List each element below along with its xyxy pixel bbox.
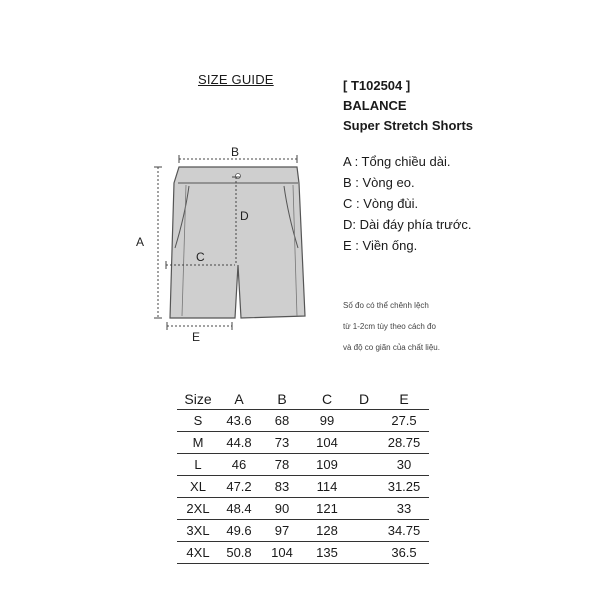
table-cell: 3XL bbox=[177, 520, 219, 542]
column-header: C bbox=[305, 389, 349, 410]
table-cell: 33 bbox=[379, 498, 429, 520]
table-cell: 135 bbox=[305, 542, 349, 564]
table-cell: S bbox=[177, 410, 219, 432]
note-line: từ 1-2cm tùy theo cách đo bbox=[343, 322, 436, 331]
product-code: [ T102504 ] bbox=[343, 78, 411, 93]
table-cell: 121 bbox=[305, 498, 349, 520]
table-cell bbox=[349, 542, 379, 564]
table-cell bbox=[349, 520, 379, 542]
table-row bbox=[177, 454, 429, 476]
table-cell: XL bbox=[177, 476, 219, 498]
table-cell bbox=[349, 454, 379, 476]
table-cell: 44.8 bbox=[219, 432, 259, 454]
table-cell: 34.75 bbox=[379, 520, 429, 542]
table-cell: 114 bbox=[305, 476, 349, 498]
column-header: D bbox=[349, 389, 379, 410]
table-cell: 2XL bbox=[177, 498, 219, 520]
table-cell bbox=[349, 498, 379, 520]
table-row bbox=[177, 476, 429, 498]
table-cell bbox=[349, 476, 379, 498]
table-cell: 128 bbox=[305, 520, 349, 542]
table-row bbox=[177, 520, 429, 542]
page-title: SIZE GUIDE bbox=[198, 72, 274, 87]
table-cell: 83 bbox=[259, 476, 305, 498]
column-header: Size bbox=[177, 389, 219, 410]
legend-item-c: C : Vòng đùi. bbox=[343, 196, 419, 211]
size-table bbox=[177, 389, 429, 564]
table-cell: 50.8 bbox=[219, 542, 259, 564]
label-a: A bbox=[136, 235, 145, 249]
table-cell: M bbox=[177, 432, 219, 454]
legend-item-a: A : Tổng chiều dài. bbox=[343, 154, 451, 169]
table-cell: 48.4 bbox=[219, 498, 259, 520]
table-cell: 4XL bbox=[177, 542, 219, 564]
legend-item-b: B : Vòng eo. bbox=[343, 175, 415, 190]
table-cell bbox=[349, 410, 379, 432]
table-cell: L bbox=[177, 454, 219, 476]
label-d: D bbox=[240, 209, 249, 223]
table-cell: 109 bbox=[305, 454, 349, 476]
table-row bbox=[177, 432, 429, 454]
column-header: B bbox=[259, 389, 305, 410]
table-cell: 46 bbox=[219, 454, 259, 476]
legend-item-e: E : Viền ống. bbox=[343, 238, 418, 253]
table-cell: 78 bbox=[259, 454, 305, 476]
label-c: C bbox=[196, 250, 205, 264]
table-cell: 90 bbox=[259, 498, 305, 520]
table-cell: 97 bbox=[259, 520, 305, 542]
table-row bbox=[177, 410, 429, 432]
table-cell: 28.75 bbox=[379, 432, 429, 454]
table-row bbox=[177, 498, 429, 520]
table-row bbox=[177, 542, 429, 564]
table-cell: 104 bbox=[305, 432, 349, 454]
table-cell: 30 bbox=[379, 454, 429, 476]
table-cell: 49.6 bbox=[219, 520, 259, 542]
legend-item-d: D: Dài đáy phía trước. bbox=[343, 217, 472, 232]
table-cell: 43.6 bbox=[219, 410, 259, 432]
column-header: E bbox=[379, 389, 429, 410]
table-cell bbox=[349, 432, 379, 454]
table-cell: 99 bbox=[305, 410, 349, 432]
note-line: Số đo có thể chênh lệch bbox=[343, 301, 429, 310]
table-cell: 47.2 bbox=[219, 476, 259, 498]
table-cell: 104 bbox=[259, 542, 305, 564]
label-b: B bbox=[231, 145, 240, 159]
table-cell: 27.5 bbox=[379, 410, 429, 432]
product-name: Super Stretch Shorts bbox=[343, 118, 474, 133]
brand-name: BALANCE bbox=[343, 98, 407, 113]
label-e: E bbox=[192, 330, 201, 344]
table-header-row bbox=[177, 389, 429, 410]
table-cell: 36.5 bbox=[379, 542, 429, 564]
table-cell: 73 bbox=[259, 432, 305, 454]
table-cell: 31.25 bbox=[379, 476, 429, 498]
column-header: A bbox=[219, 389, 259, 410]
note-line: và độ co giãn của chất liệu. bbox=[343, 343, 440, 352]
table-cell: 68 bbox=[259, 410, 305, 432]
